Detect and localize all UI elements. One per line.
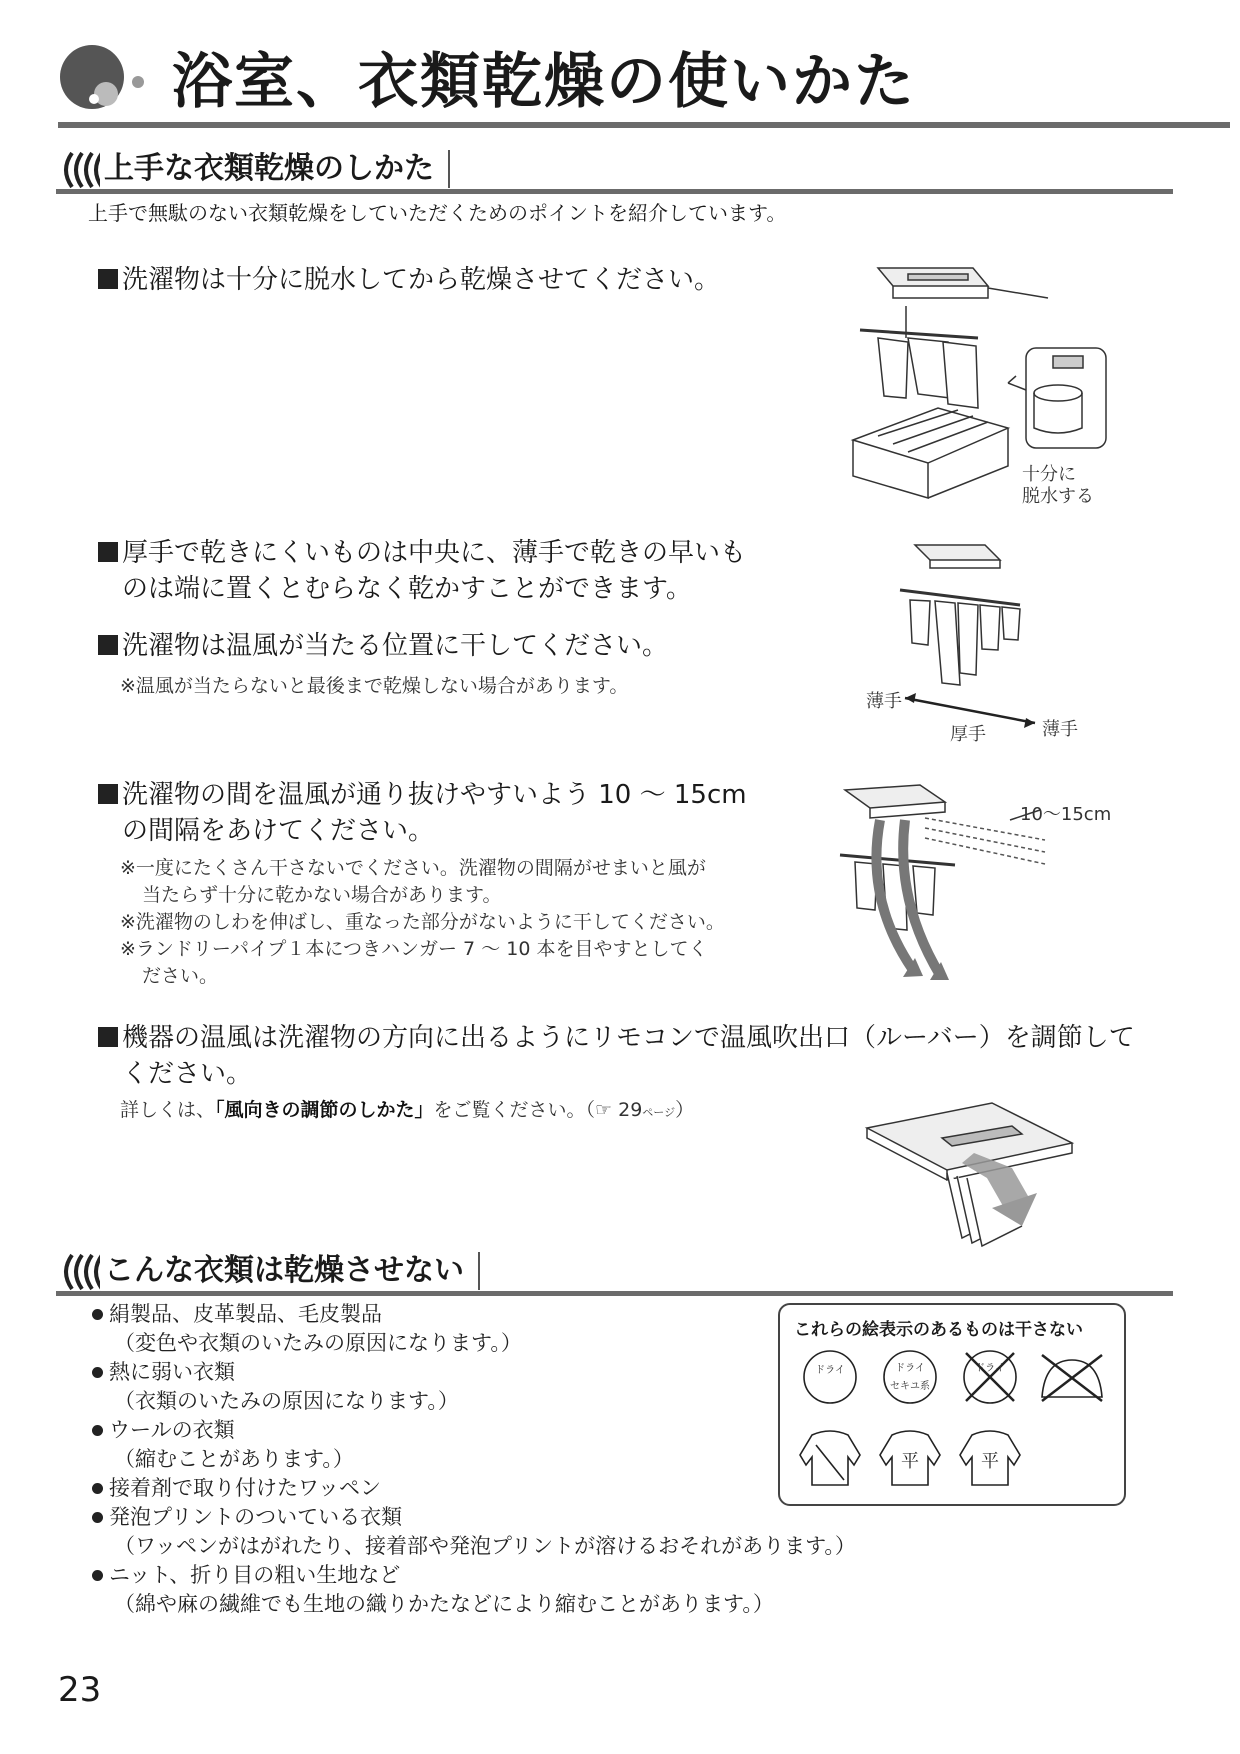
notes-spacing: ※一度にたくさん干さないでください。洗濯物の間隔がせまいと風が 当たらず十分に乾かない場合があります。 ※洗濯物のしわを伸ばし、重なった部分がないように干してください。 ※ランドリーパイプ１本につきハンガー 7 ～ 10 本を目やすとしてく ださい。: [120, 857, 725, 987]
louver-illustration: [862, 1098, 1082, 1248]
spin-dry-illustration: [848, 258, 1118, 508]
dry-clean-petroleum-icon: [884, 1351, 936, 1403]
section-heading-label: こんな衣類は乾燥させない: [100, 1252, 480, 1290]
heading-arc-icon: [56, 150, 106, 190]
tip-warm-air-position: 洗濯物は温風が当たる位置に干してください。: [98, 628, 668, 664]
thin-left-label: 薄手: [866, 691, 902, 712]
bullet-dot-icon: [92, 1512, 103, 1523]
svg-text:ドライ: ドライ: [975, 1363, 1005, 1374]
bullet-dot-icon: [92, 1570, 103, 1581]
louver-reference: 詳しくは、「風向きの調節のしかた」をご覧ください。（☞ 29ページ）: [120, 1099, 695, 1121]
tip-thick-center: 厚手で乾きにくいものは中央に、薄手で乾きの早いも のは端に置くとむらなく乾かすことができます。: [98, 535, 746, 607]
care-symbols: [780, 1305, 1124, 1504]
list-item: 発泡プリントのついている衣類 （ワッペンがはがれたり、接着部や発泡プリントが溶けるおそれがあります。）: [88, 1503, 888, 1561]
section-rule: [56, 189, 1173, 194]
tip-spacing: 洗濯物の間を温風が通り抜けやすいよう 10 ～ 15cm の間隔をあけてください。: [98, 777, 747, 849]
square-bullet-icon: [98, 1027, 118, 1047]
hanging-order-illustration: [860, 535, 1100, 745]
square-bullet-icon: [98, 542, 118, 562]
svg-text:平: 平: [901, 1451, 919, 1472]
care-symbol-box: [778, 1303, 1126, 1506]
bullet-dot-icon: [92, 1367, 103, 1378]
section-rule: [56, 1291, 1173, 1296]
title-rule: [58, 122, 1230, 128]
do-not-dry-list: [88, 1300, 888, 1619]
section-heading-tips: [56, 150, 1173, 194]
list-item: 接着剤で取り付けたワッペン: [88, 1474, 888, 1503]
louver-reference-link[interactable]: 「風向きの調節のしかた」: [215, 1099, 434, 1121]
bullet-dot-icon: [92, 1483, 103, 1494]
spin-label-1: 十分に: [1022, 464, 1076, 485]
thick-center-label: 厚手: [950, 724, 986, 745]
tip-spin-dry: 洗濯物は十分に脱水してから乾燥させてください。: [98, 262, 720, 298]
svg-text:ドライ: ドライ: [815, 1365, 845, 1376]
heading-arc-icon: [56, 1252, 106, 1292]
bullet-dot-icon: [92, 1425, 103, 1436]
square-bullet-icon: [98, 784, 118, 804]
list-item: ニット、折り目の粗い生地など （綿や麻の繊維でも生地の織りかたなどにより縮むことがあります。）: [88, 1561, 888, 1619]
section-heading-do-not-dry: [56, 1252, 1173, 1296]
page-title: 浴室、衣類乾燥の使いかた: [172, 47, 916, 117]
section-intro: 上手で無駄のない衣類乾燥をしていただくためのポイントを紹介しています。: [88, 201, 787, 225]
svg-text:ドライ: ドライ: [895, 1363, 925, 1374]
note-warm-air: ※温風が当たらないと最後まで乾燥しない場合があります。: [120, 675, 629, 697]
list-item: ウールの衣類 （縮むことがあります。）: [88, 1416, 888, 1474]
title-bullet-icon: [58, 42, 168, 112]
square-bullet-icon: [98, 269, 118, 289]
sweater-hang-icon: [800, 1431, 860, 1485]
list-item: 絹製品、皮革製品、毛皮製品 （変色や衣類のいたみの原因になります。）: [88, 1300, 888, 1358]
square-bullet-icon: [98, 635, 118, 655]
care-symbol-caption: これらの絵表示のあるものは干さない: [794, 1320, 1083, 1340]
spacing-label: 10〜15cm: [1020, 804, 1112, 825]
thin-right-label: 薄手: [1042, 719, 1078, 740]
bullet-dot-icon: [92, 1309, 103, 1320]
section-heading-label: 上手な衣類乾燥のしかた: [100, 150, 450, 188]
svg-text:セキユ系: セキユ系: [890, 1381, 930, 1392]
dry-clean-icon: [804, 1351, 856, 1403]
tip-louver: 機器の温風は洗濯物の方向に出るようにリモコンで温風吹出口（ルーバー）を調節して ください。: [98, 1020, 1178, 1092]
list-item: 熱に弱い衣類 （衣類のいたみの原因になります。）: [88, 1358, 888, 1416]
page-number: 23: [58, 1670, 102, 1710]
svg-text:平: 平: [981, 1451, 999, 1472]
spin-label-2: 脱水する: [1022, 486, 1094, 507]
